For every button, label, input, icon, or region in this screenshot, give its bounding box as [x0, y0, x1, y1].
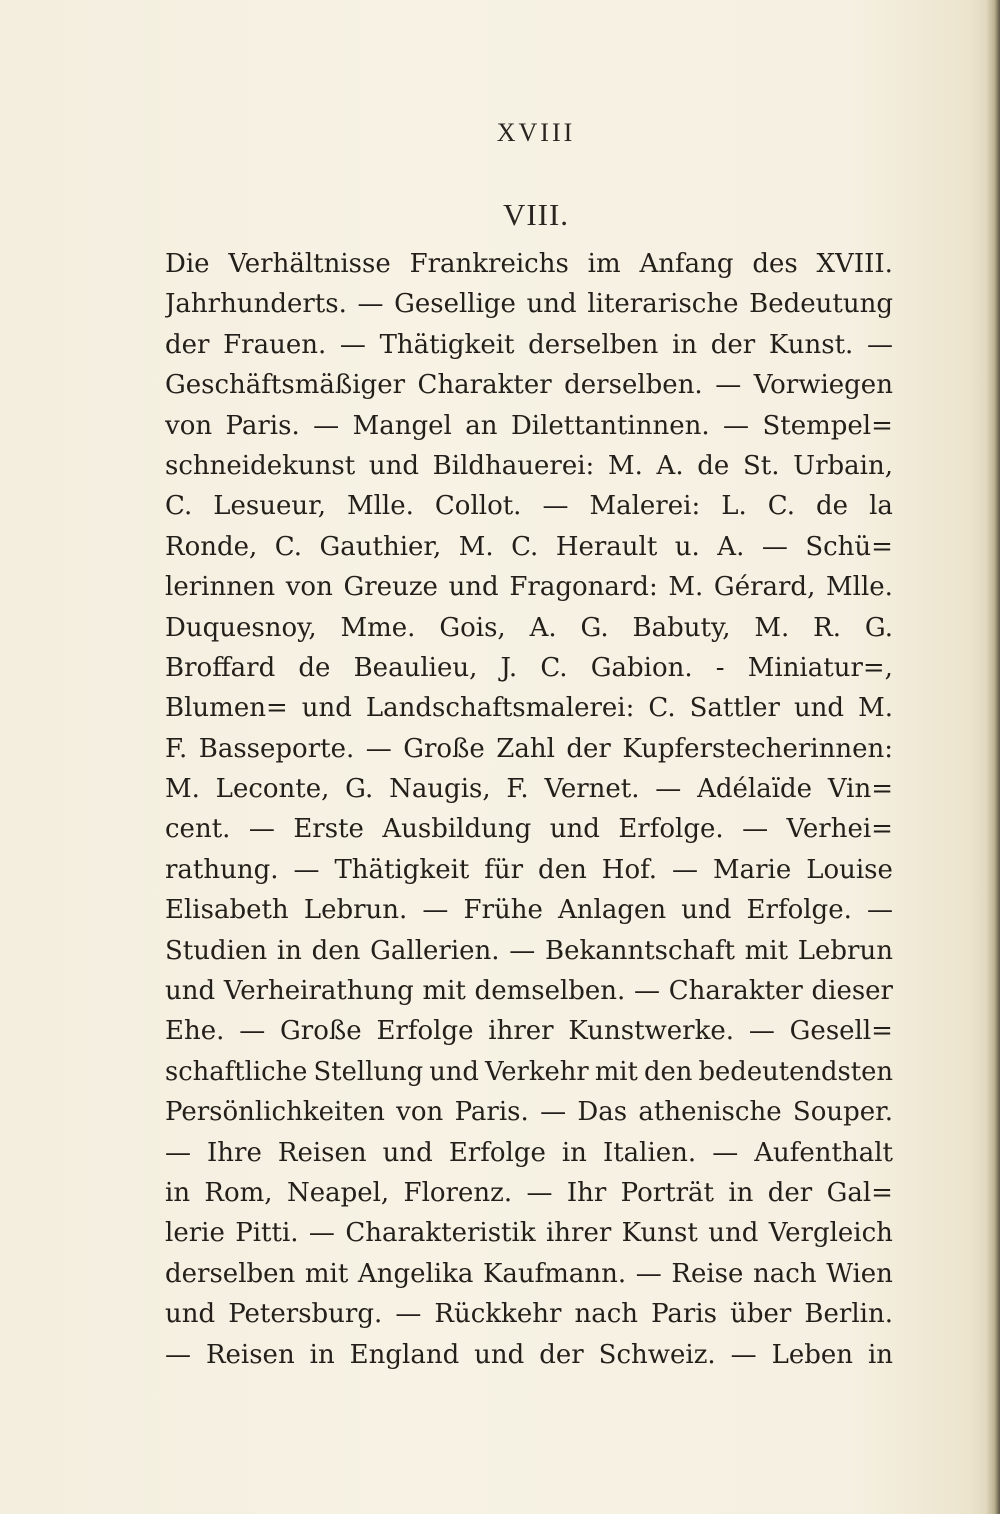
word: und	[165, 1299, 216, 1330]
word: cent.	[165, 814, 231, 845]
word: Italien.	[602, 1137, 697, 1168]
word: Beaulieu,	[353, 652, 478, 683]
word: Herault	[555, 531, 658, 562]
word: —	[395, 1299, 422, 1330]
word: Frühe	[463, 895, 543, 926]
word: Jahrhunderts.	[165, 289, 347, 320]
word: derselben	[165, 1258, 296, 1289]
word: Duquesnoy,	[165, 612, 317, 643]
word: —	[308, 1218, 335, 1249]
word: Hof.	[601, 854, 658, 885]
word: im	[587, 249, 621, 279]
word: Mlle.	[346, 491, 414, 522]
word: des	[752, 249, 798, 279]
word: Anfang	[639, 249, 734, 279]
word: Das	[577, 1097, 628, 1128]
word: Petersburg.	[228, 1299, 383, 1330]
word: und	[526, 289, 577, 320]
section-number: VIII.	[502, 197, 570, 232]
word: Stellung	[313, 1056, 424, 1087]
word: mit	[744, 935, 789, 966]
word: —	[730, 1339, 757, 1370]
word: derselben	[528, 329, 659, 360]
word: England	[349, 1339, 460, 1370]
text-line	[165, 729, 893, 769]
text-line	[165, 648, 893, 688]
word: Paris.	[225, 410, 300, 441]
word: Vin=	[827, 774, 893, 805]
word: —	[165, 1137, 191, 1168]
word: Thätigkeit	[379, 329, 515, 360]
word: der	[566, 733, 611, 764]
word: und	[681, 895, 732, 926]
word: Berlin.	[804, 1299, 893, 1330]
word: Ausbildung	[382, 814, 532, 845]
word: —	[748, 1016, 775, 1047]
word: Sattler	[689, 693, 780, 724]
word: Geschäftsmäßiger	[165, 370, 406, 401]
word: schneidekunst	[165, 450, 356, 481]
text-line	[165, 1254, 893, 1294]
word: Bildhauerei:	[432, 450, 595, 481]
word: Wien	[826, 1258, 893, 1289]
word: XVIII.	[816, 249, 893, 279]
word: Fragonard:	[509, 572, 658, 603]
word: in	[561, 1137, 587, 1168]
word: Anlagen	[558, 895, 667, 926]
word: Mangel	[352, 410, 452, 441]
word: rathung.	[165, 854, 279, 885]
word: ihrer	[488, 1016, 554, 1047]
word: ihrer	[545, 1218, 612, 1249]
word: Kunstwerke.	[568, 1016, 735, 1047]
word: C.	[767, 491, 795, 522]
word: A.	[529, 612, 557, 643]
word: Basseporte.	[198, 733, 355, 764]
word: Souper.	[792, 1097, 893, 1128]
word: R.	[813, 612, 841, 643]
word: Verheirathung	[223, 976, 414, 1007]
word: de	[298, 652, 331, 683]
page-edge-shadow	[986, 0, 1000, 1514]
word: Porträt	[620, 1177, 714, 1208]
text-line	[165, 971, 893, 1011]
word: —	[239, 1016, 266, 1047]
text-line	[165, 890, 893, 930]
word: —	[866, 329, 893, 360]
word: Paris	[651, 1299, 718, 1330]
word: Blumen=	[165, 693, 288, 724]
word: Große	[403, 733, 485, 764]
word: Miniatur=,	[747, 652, 893, 683]
word: u.	[674, 531, 700, 562]
word: Babuty,	[632, 612, 731, 643]
word: de	[816, 491, 849, 522]
text-line	[165, 446, 893, 486]
word: Elisabeth	[165, 895, 289, 926]
text-line	[165, 527, 893, 567]
word: von	[285, 572, 333, 603]
word: mit	[304, 1258, 349, 1289]
word: nach	[574, 1299, 639, 1330]
word: Kunst	[621, 1218, 698, 1249]
word: lerinnen	[165, 572, 276, 603]
word: M.	[458, 531, 494, 562]
word: —	[509, 935, 536, 966]
text-line	[165, 688, 893, 728]
word: Verkehr	[485, 1056, 589, 1087]
text-line	[165, 931, 893, 971]
text-line	[165, 1335, 893, 1375]
word: Gabion.	[590, 652, 693, 683]
word: Reisen	[205, 1339, 295, 1370]
word: und	[793, 693, 845, 724]
word: Louise	[806, 854, 893, 885]
word: Erfolge	[448, 1137, 546, 1168]
word: Charakter	[668, 976, 803, 1007]
word: Marie	[712, 854, 792, 885]
word: derselben.	[564, 370, 703, 401]
word: -	[715, 652, 725, 683]
word: Erfolge.	[746, 895, 852, 926]
word: C.	[648, 693, 676, 724]
word: Erste	[293, 814, 364, 845]
word: Lebrun.	[303, 895, 408, 926]
word: mit	[594, 1056, 638, 1087]
word: in	[867, 1339, 893, 1370]
word: bedeutendsten	[698, 1056, 893, 1087]
word: Schü=	[805, 531, 893, 562]
word: —	[672, 854, 699, 885]
word: Gauthier,	[319, 531, 442, 562]
word: Gallerien.	[370, 935, 500, 966]
word: Malerei:	[589, 491, 701, 522]
word: Vernet.	[544, 774, 640, 805]
word: Erfolge	[376, 1016, 474, 1047]
word: —	[712, 1137, 739, 1168]
word: Gesell=	[789, 1016, 893, 1047]
text-line	[165, 809, 893, 849]
word: Leben	[771, 1339, 853, 1370]
text-line	[165, 486, 893, 526]
word: in	[672, 329, 698, 360]
word: Ihr	[566, 1177, 607, 1208]
word: Mme.	[340, 612, 416, 643]
word: F.	[506, 774, 529, 805]
word: Ihre	[207, 1137, 262, 1168]
word: in	[309, 1339, 335, 1370]
text-line	[165, 284, 893, 324]
word: Mlle.	[826, 572, 893, 603]
word: Studien	[165, 935, 268, 966]
word: Charakter	[417, 370, 552, 401]
word: Schweiz.	[598, 1339, 716, 1370]
word: —	[723, 410, 750, 441]
word: M.	[668, 572, 704, 603]
word: Kupferstecherinnen:	[622, 733, 893, 764]
word: Persönlichkeiten	[165, 1097, 385, 1128]
text-line	[165, 244, 893, 284]
word: St.	[742, 450, 780, 481]
word: Ronde,	[165, 531, 258, 562]
word: Naugis,	[389, 774, 491, 805]
word: —	[248, 814, 275, 845]
word: Gois,	[439, 612, 506, 643]
word: —	[313, 410, 340, 441]
word: von	[396, 1097, 444, 1128]
word: literarische	[587, 289, 739, 320]
chapter-summary	[165, 244, 893, 1375]
word: Stempel=	[762, 410, 893, 441]
page-number: XVIII	[496, 118, 576, 147]
word: Greuze	[343, 572, 438, 603]
word: —	[357, 289, 384, 320]
text-line	[165, 850, 893, 890]
word: lerie	[165, 1218, 225, 1249]
word: Adélaïde	[697, 774, 813, 805]
word: M.	[165, 774, 200, 805]
word: und	[474, 1339, 525, 1370]
word: —	[742, 814, 769, 845]
word: Landschaftsmalerei:	[365, 693, 635, 724]
word: G.	[580, 612, 609, 643]
word: Bedeutung	[749, 289, 893, 320]
word: F.	[165, 733, 188, 764]
word: für	[484, 854, 524, 885]
word: von	[165, 410, 213, 441]
word: demselben.	[474, 976, 626, 1007]
word: M.	[607, 450, 643, 481]
word: nach	[753, 1258, 817, 1289]
word: C.	[540, 652, 568, 683]
word: —	[365, 733, 392, 764]
word: Neapel,	[286, 1177, 390, 1208]
word: und	[448, 572, 499, 603]
word: —	[165, 1339, 191, 1370]
text-line	[165, 1294, 893, 1334]
word: und	[708, 1218, 759, 1249]
text-line	[165, 608, 893, 648]
text-line	[165, 567, 893, 607]
word: la	[869, 491, 893, 522]
word: den	[538, 854, 587, 885]
word: in	[165, 1177, 191, 1208]
word: Vorwiegen	[753, 370, 893, 401]
word: Kunst.	[768, 329, 854, 360]
word: Kaufmann.	[482, 1258, 627, 1289]
word: Gesellige	[394, 289, 516, 320]
word: schaftliche	[165, 1056, 308, 1087]
word: Erfolge.	[618, 814, 724, 845]
word: Paris.	[454, 1097, 529, 1128]
text-line	[165, 1173, 893, 1213]
word: den	[644, 1056, 693, 1087]
word: Angelika	[357, 1258, 474, 1289]
text-line	[165, 1133, 893, 1173]
word: G.	[345, 774, 374, 805]
word: über	[730, 1299, 792, 1330]
word: mit	[422, 976, 466, 1007]
word: der	[539, 1339, 584, 1370]
word: A.	[656, 450, 684, 481]
word: der	[767, 1177, 813, 1208]
text-line	[165, 1052, 893, 1092]
word: in	[728, 1177, 754, 1208]
text-line	[165, 1213, 893, 1253]
word: Reisen	[277, 1137, 367, 1168]
word: —	[542, 491, 569, 522]
word: Pitti.	[235, 1218, 299, 1249]
word: Urbain,	[793, 450, 893, 481]
word: Vergleich	[768, 1218, 893, 1249]
word: dieser	[811, 976, 893, 1007]
word: Florenz.	[403, 1177, 513, 1208]
text-line	[165, 1092, 893, 1132]
word: —	[422, 895, 449, 926]
text-line	[165, 365, 893, 405]
word: Lebrun	[797, 935, 893, 966]
word: Frankreichs	[409, 249, 569, 279]
word: Reise	[671, 1258, 744, 1289]
word: Gérard,	[713, 572, 816, 603]
word: L.	[721, 491, 747, 522]
word: —	[526, 1177, 553, 1208]
text-line	[165, 325, 893, 365]
word: Rom,	[204, 1177, 273, 1208]
text-line	[165, 406, 893, 446]
word: an	[465, 410, 498, 441]
word: C.	[165, 491, 193, 522]
word: Lesueur,	[213, 491, 326, 522]
word: Collot.	[434, 491, 522, 522]
word: —	[635, 1258, 662, 1289]
word: Verhei=	[786, 814, 893, 845]
word: und	[301, 693, 352, 724]
word: und	[549, 814, 600, 845]
word: der	[710, 329, 756, 360]
word: C.	[274, 531, 302, 562]
word: —	[339, 329, 366, 360]
word: den	[311, 935, 361, 966]
word: athenische	[638, 1097, 782, 1128]
word: —	[655, 774, 682, 805]
word: Ehe.	[165, 1016, 225, 1047]
word: Thätigkeit	[334, 854, 470, 885]
word: Verhältnisse	[228, 249, 391, 279]
word: Frauen.	[223, 329, 327, 360]
word: C.	[511, 531, 539, 562]
word: in	[276, 935, 302, 966]
word: Bekanntschaft	[544, 935, 735, 966]
word: Aufenthalt	[754, 1137, 893, 1168]
word: und	[382, 1137, 433, 1168]
word: M.	[858, 693, 893, 724]
word: Charakteristik	[345, 1218, 536, 1249]
word: und	[165, 976, 216, 1007]
word: und	[368, 450, 419, 481]
word: Broffard	[165, 652, 276, 683]
word: de	[697, 450, 730, 481]
word: —	[293, 854, 320, 885]
word: Die	[165, 249, 210, 279]
word: der	[165, 329, 210, 360]
word: —	[866, 895, 893, 926]
word: —	[761, 531, 788, 562]
word: A.	[717, 531, 745, 562]
word: und	[429, 1056, 479, 1087]
word: Große	[280, 1016, 362, 1047]
text-line	[165, 1011, 893, 1051]
word: Rückkehr	[434, 1299, 562, 1330]
word: Gal=	[826, 1177, 893, 1208]
word: —	[715, 370, 742, 401]
word: —	[540, 1097, 567, 1128]
word: Zahl	[496, 733, 555, 764]
word: Dilettantinnen.	[510, 410, 710, 441]
word: J.	[500, 652, 518, 683]
word: Leconte,	[215, 774, 330, 805]
text-line	[165, 769, 893, 809]
word: M.	[754, 612, 790, 643]
word: —	[634, 976, 661, 1007]
word: G.	[864, 612, 893, 643]
